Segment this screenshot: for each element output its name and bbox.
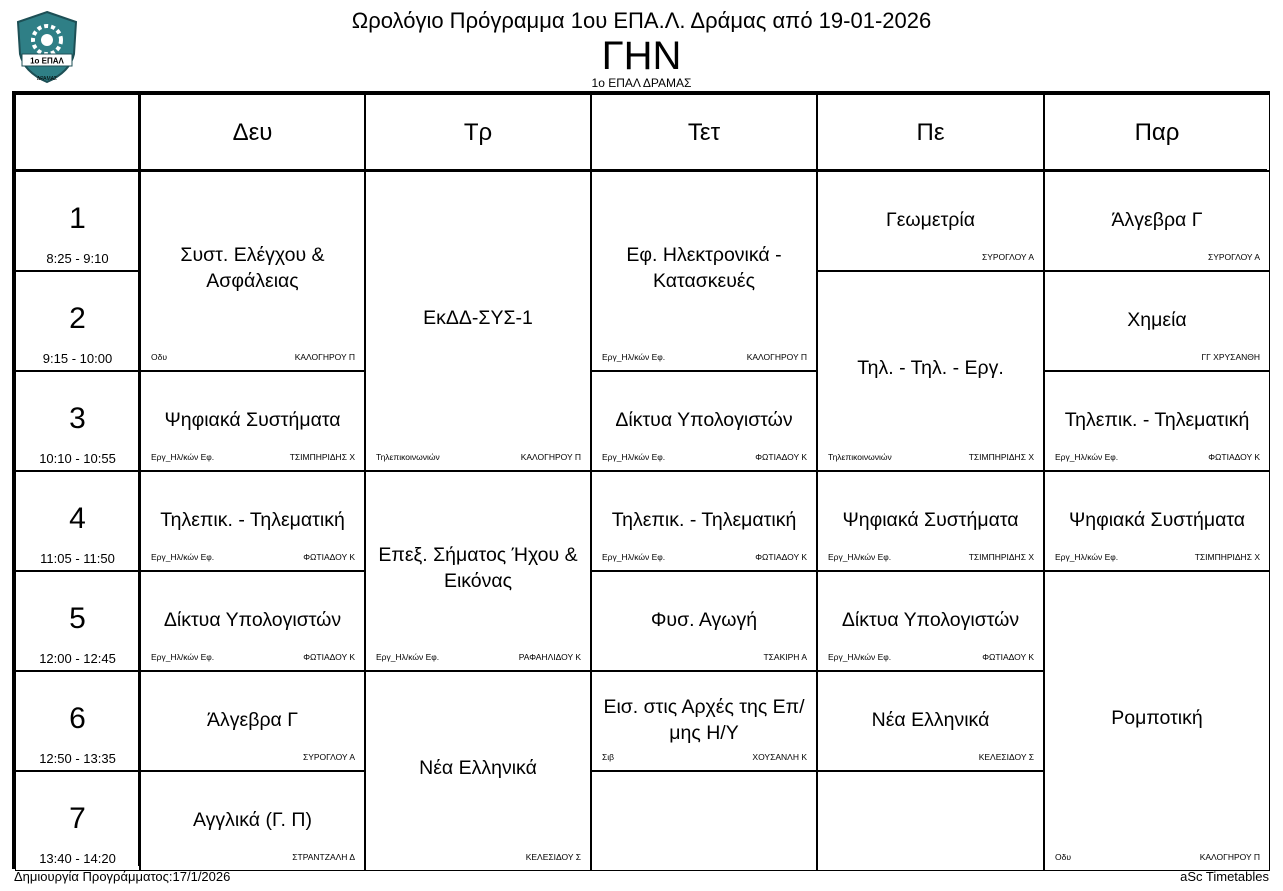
- period-number: 4: [69, 502, 86, 535]
- lesson-subject: Ψηφιακά Συστήματα: [842, 509, 1019, 531]
- lesson-subject: Εφ. Ηλεκτρονικά - Κατασκευές: [626, 244, 782, 292]
- logo-subtext: ΔΡΑΜΑΣ: [36, 76, 58, 82]
- lesson-room: Τηλεπικοινωνιών: [376, 452, 440, 462]
- created-date: Δημιουργία Προγράμματος:17/1/2026: [14, 869, 231, 884]
- lesson-teacher: ΦΩΤΙΑΔΟΥ Κ: [1208, 452, 1260, 462]
- day-header: Τετ: [591, 94, 817, 171]
- lesson-room: Εργ_Ηλ/κών Εφ.: [1055, 452, 1119, 462]
- lesson-subject: Ρομποτική: [1111, 707, 1203, 729]
- lesson-subject: Επεξ. Σήματος Ήχου & Εικόνας: [378, 544, 578, 592]
- lesson-subject: Ψηφιακά Συστήματα: [164, 409, 341, 431]
- lesson-teacher: ΚΑΛΟΓΗΡΟΥ Π: [294, 352, 355, 362]
- lesson-cell: [140, 671, 365, 771]
- lesson-cell: [140, 571, 365, 671]
- brand-label: aSc Timetables: [1180, 869, 1269, 884]
- header-divider-horizontal: [15, 169, 1267, 172]
- lesson-room: Εργ_Ηλ/κών Εφ.: [602, 352, 666, 362]
- lesson-subject: Νέα Ελληνικά: [419, 757, 537, 779]
- day-header: Τρ: [365, 94, 591, 171]
- lesson-cell: [591, 371, 817, 471]
- lesson-cell: [591, 671, 817, 771]
- lesson-subject: Ψηφιακά Συστήματα: [1068, 509, 1246, 531]
- school-name: 1ο ΕΠΑΛ ΔΡΑΜΑΣ: [591, 76, 692, 90]
- lesson-cell: [817, 571, 1044, 671]
- lesson-teacher: ΦΩΤΙΑΔΟΥ Κ: [982, 652, 1034, 662]
- page-title: Ωρολόγιο Πρόγραμμα 1ου ΕΠΑ.Λ. Δράμας από 19-01-2026: [351, 8, 932, 33]
- day-header: Πε: [817, 94, 1044, 171]
- lesson-teacher: ΣΥΡΟΓΛΟΥ Α: [1207, 252, 1260, 262]
- lesson-cell: [591, 471, 817, 571]
- lesson-room: Σιβ: [602, 752, 615, 762]
- lesson-cell: [365, 471, 591, 671]
- lesson-cell: [591, 171, 817, 371]
- lesson-cell: [1044, 371, 1270, 471]
- lesson-teacher: ΣΥΡΟΓΛΟΥ Α: [302, 752, 355, 762]
- lesson-subject: Τηλεπικ. - Τηλεματική: [160, 509, 345, 531]
- lesson-room: Εργ_Ηλ/κών Εφ.: [602, 452, 666, 462]
- period-time: 12:00 - 12:45: [39, 651, 116, 666]
- lesson-subject: Αγγλικά (Γ. Π): [193, 809, 312, 831]
- period-cell: [15, 671, 140, 771]
- lesson-subject: Νέα Ελληνικά: [871, 709, 990, 731]
- lesson-teacher: ΓΓ ΧΡΥΣΑΝΘΗ: [1201, 352, 1260, 362]
- period-time: 11:05 - 11:50: [40, 551, 115, 566]
- period-number: 7: [69, 802, 86, 835]
- lesson-subject: Εισ. στις Αρχές της Επ/μης Η/Υ: [603, 696, 805, 744]
- lesson-cell: [817, 671, 1044, 771]
- timetable-grid: [12, 91, 1270, 869]
- lesson-teacher: ΦΩΤΙΑΔΟΥ Κ: [755, 452, 807, 462]
- lesson-teacher: ΧΟΥΣΑΝΛΗ Κ: [752, 752, 807, 762]
- period-number: 1: [69, 202, 86, 235]
- lesson-teacher: ΦΩΤΙΑΔΟΥ Κ: [303, 552, 355, 562]
- period-time: 13:40 - 14:20: [39, 851, 116, 866]
- lesson-teacher: ΚΕΛΕΣΙΔΟΥ Σ: [978, 752, 1034, 762]
- lesson-room: Εργ_Ηλ/κών Εφ.: [602, 552, 666, 562]
- lesson-cell: [817, 471, 1044, 571]
- lesson-cell: [1044, 271, 1270, 371]
- lesson-teacher: ΣΥΡΟΓΛΟΥ Α: [981, 252, 1034, 262]
- lesson-room: Εργ_Ηλ/κών Εφ.: [376, 652, 440, 662]
- lesson-subject: Συστ. Ελέγχου & Ασφάλειας: [180, 244, 325, 292]
- period-number: 5: [69, 602, 86, 635]
- lesson-teacher: ΤΣΙΜΠΗΡΙΔΗΣ Χ: [289, 452, 355, 462]
- day-header: Παρ: [1044, 94, 1270, 171]
- lesson-cell: [140, 771, 365, 871]
- lesson-teacher: ΣΤΡΑΝΤΖΑΛΗ Δ: [292, 852, 355, 862]
- lesson-room: Εργ_Ηλ/κών Εφ.: [151, 552, 215, 562]
- lesson-cell: [140, 371, 365, 471]
- lesson-subject: Τηλεπικ. - Τηλεματική: [611, 509, 797, 531]
- day-header: Δευ: [140, 94, 365, 171]
- lesson-subject: Δίκτυα Υπολογιστών: [841, 609, 1020, 631]
- period-cell: [15, 371, 140, 471]
- lesson-teacher: ΤΣΙΜΠΗΡΙΔΗΣ Χ: [1194, 552, 1260, 562]
- lesson-cell: [365, 671, 591, 871]
- lesson-room: Οδυ: [151, 352, 167, 362]
- lesson-cell: [140, 471, 365, 571]
- lesson-teacher: ΚΑΛΟΓΗΡΟΥ Π: [746, 352, 807, 362]
- lesson-subject: ΕκΔΔ-ΣΥΣ-1: [423, 307, 533, 329]
- lesson-cell: [591, 771, 817, 871]
- lesson-room: Τηλεπικοινωνιών: [828, 452, 892, 462]
- lesson-cell: [140, 171, 365, 371]
- lesson-cell: [1044, 171, 1270, 271]
- period-time: 9:15 - 10:00: [42, 351, 113, 366]
- lesson-subject: Τηλ. - Τηλ. - Εργ.: [857, 357, 1004, 379]
- lesson-room: Οδυ: [1055, 852, 1071, 862]
- lesson-room: Εργ_Ηλ/κών Εφ.: [1055, 552, 1119, 562]
- period-time: 8:25 - 9:10: [46, 251, 109, 266]
- lesson-cell: [1044, 471, 1270, 571]
- logo-text: 1ο ΕΠΑΛ: [30, 56, 64, 66]
- lesson-subject: Γεωμετρία: [886, 209, 975, 231]
- lesson-room: Εργ_Ηλ/κών Εφ.: [151, 452, 215, 462]
- lesson-teacher: ΤΣΙΜΠΗΡΙΔΗΣ Χ: [968, 452, 1034, 462]
- lesson-room: Εργ_Ηλ/κών Εφ.: [828, 652, 892, 662]
- period-time: 10:10 - 10:55: [39, 451, 116, 466]
- period-number: 3: [69, 402, 86, 435]
- lesson-cell: [817, 771, 1044, 871]
- lesson-subject: Δίκτυα Υπολογιστών: [163, 609, 342, 631]
- corner-cell: [15, 94, 140, 171]
- lesson-teacher: ΦΩΤΙΑΔΟΥ Κ: [755, 552, 807, 562]
- period-cell: [15, 471, 140, 571]
- lesson-room: Εργ_Ηλ/κών Εφ.: [828, 552, 892, 562]
- period-number: 6: [69, 702, 86, 735]
- period-cell: [15, 771, 140, 871]
- lesson-cell: [817, 171, 1044, 271]
- lesson-subject: Άλγεβρα Γ: [207, 709, 298, 731]
- lesson-teacher: ΤΣΙΜΠΗΡΙΔΗΣ Χ: [968, 552, 1034, 562]
- lesson-cell: [817, 271, 1044, 471]
- lesson-subject: Χημεία: [1127, 309, 1187, 331]
- lesson-teacher: ΡΑΦΑΗΛΙΔΟΥ Κ: [518, 652, 581, 662]
- header-divider-vertical: [138, 94, 141, 866]
- lesson-teacher: ΚΑΛΟΓΗΡΟΥ Π: [520, 452, 581, 462]
- period-number: 2: [69, 302, 86, 335]
- period-cell: [15, 571, 140, 671]
- lesson-teacher: ΤΣΑΚΙΡΗ Α: [763, 652, 807, 662]
- lesson-cell: [1044, 571, 1270, 871]
- lesson-teacher: ΚΕΛΕΣΙΔΟΥ Σ: [525, 852, 581, 862]
- lesson-room: Εργ_Ηλ/κών Εφ.: [151, 652, 215, 662]
- lesson-subject: Άλγεβρα Γ: [1111, 209, 1203, 231]
- class-name: ΓΗΝ: [601, 34, 682, 78]
- lesson-cell: [591, 571, 817, 671]
- period-cell: [15, 271, 140, 371]
- lesson-subject: Δίκτυα Υπολογιστών: [615, 409, 793, 431]
- lesson-cell: [365, 171, 591, 471]
- period-cell: [15, 171, 140, 271]
- lesson-subject: Τηλεπικ. - Τηλεματική: [1064, 409, 1250, 431]
- period-time: 12:50 - 13:35: [39, 751, 116, 766]
- lesson-teacher: ΚΑΛΟΓΗΡΟΥ Π: [1199, 852, 1260, 862]
- lesson-teacher: ΦΩΤΙΑΔΟΥ Κ: [303, 652, 355, 662]
- lesson-subject: Φυσ. Αγωγή: [650, 609, 758, 631]
